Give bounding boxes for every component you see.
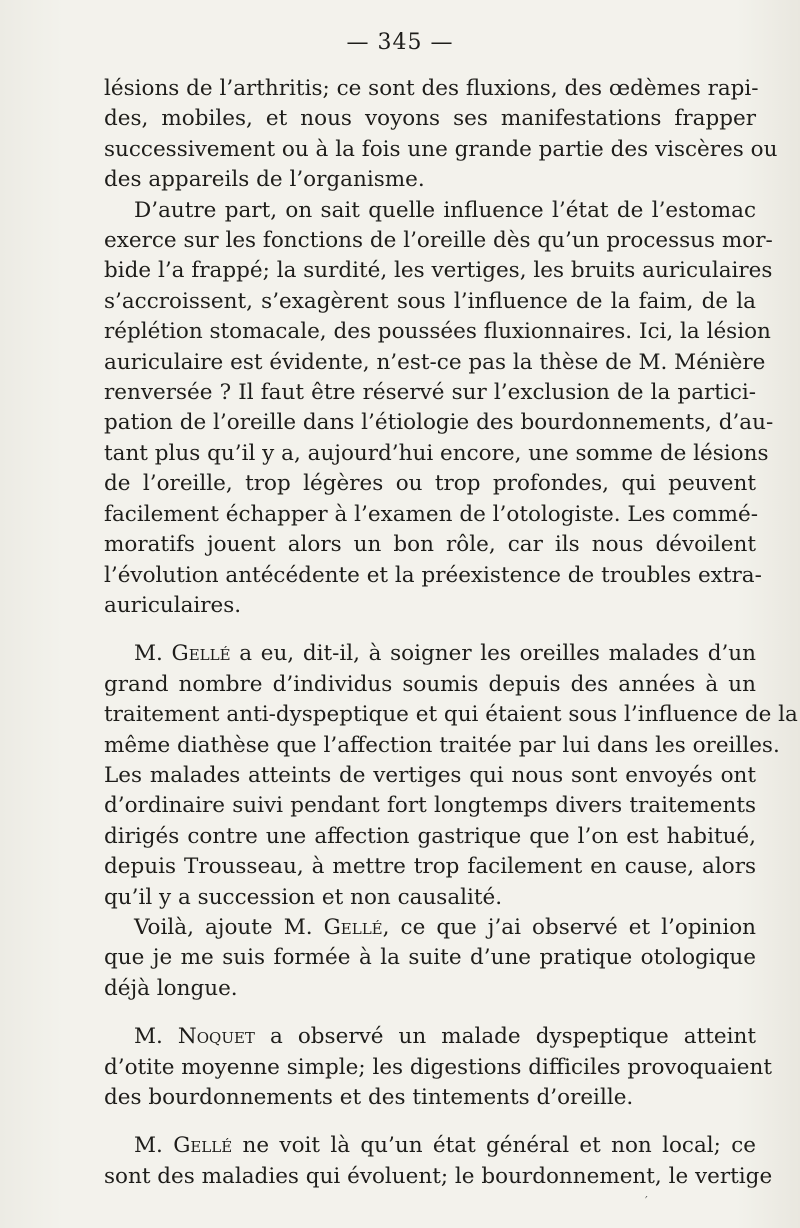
text-line: auriculaire est évidente, n’est-ce pas la thèse de M. Ménière bbox=[104, 349, 766, 375]
text-line: Les malades atteints de vertiges qui nous sont envoyés ont bbox=[104, 762, 756, 788]
text-line: l’évolution antécédente et la préexistence de troubles extra- bbox=[104, 562, 762, 588]
text-line: traitement anti-dyspeptique et qui étaient sous l’influence de la bbox=[104, 702, 798, 728]
text-line: d’otite moyenne simple; les digestions difficiles provoquaient bbox=[104, 1054, 773, 1080]
text-line: que je me suis formée à la suite d’une pratique otologique bbox=[104, 945, 756, 971]
text-line: réplétion stomacale, des poussées fluxionnaires. Ici, la lésion bbox=[104, 319, 771, 345]
text-line: s’accroissent, s’exagèrent sous l’influence de la faim, de la bbox=[104, 288, 756, 314]
paragraph bbox=[104, 196, 774, 622]
text-line: qu’il y a succession et non causalité. bbox=[104, 884, 503, 910]
paragraph bbox=[104, 74, 778, 196]
text-line: même diathèse que l’affection traitée par lui dans les oreilles. bbox=[104, 732, 780, 758]
paragraph bbox=[104, 639, 798, 913]
text-line: auriculaires. bbox=[104, 592, 242, 618]
paragraph bbox=[104, 1022, 773, 1113]
text-line: M. Gellé a eu, dit-il, à soigner les oreilles malades d’un bbox=[134, 641, 757, 667]
text-line: exerce sur les fonctions de l’oreille dès qu’un processus mor- bbox=[104, 228, 773, 254]
paragraph bbox=[104, 1131, 773, 1192]
text-line: pation de l’oreille dans l’étiologie des bourdonnements, d’au- bbox=[104, 410, 774, 436]
text-line: facilement échapper à l’examen de l’otologiste. Les commé- bbox=[104, 501, 759, 527]
page-number: — 345 — bbox=[346, 30, 454, 55]
text-line: des, mobiles, et nous voyons ses manifestations frapper bbox=[104, 106, 756, 132]
text-line: sont des maladies qui évoluent; le bourdonnement, le vertige bbox=[104, 1163, 773, 1189]
text-line: tant plus qu’il y a, aujourd’hui encore, une somme de lésions bbox=[104, 440, 769, 466]
text-line: d’ordinaire suivi pendant fort longtemps divers traitements bbox=[104, 793, 756, 819]
stray-ink-mark: ′ bbox=[645, 1194, 648, 1208]
text-line: M. Noquet a observé un malade dyspeptique atteint bbox=[134, 1024, 756, 1050]
text-line: D’autre part, on sait quelle influence l’état de l’estomac bbox=[134, 197, 756, 223]
text-line: des bourdonnements et des tintements d’oreille. bbox=[104, 1085, 634, 1110]
text-line: dirigés contre une affection gastrique que l’on est habitué, bbox=[104, 823, 756, 849]
text-line: successivement ou à la fois une grande partie des viscères ou bbox=[104, 136, 778, 162]
text-line: déjà longue. bbox=[104, 975, 238, 1001]
text-line: lésions de l’arthritis; ce sont des fluxions, des œdèmes rapi- bbox=[104, 76, 759, 101]
text-line: des appareils de l’organisme. bbox=[104, 167, 425, 193]
text-line: de l’oreille, trop légères ou trop profondes, qui peuvent bbox=[104, 471, 756, 497]
paragraph bbox=[104, 913, 756, 1004]
text-line: grand nombre d’individus soumis depuis des années à un bbox=[104, 671, 756, 697]
text-line: Voilà, ajoute M. Gellé, ce que j’ai observé et l’opinion bbox=[134, 914, 756, 940]
body-text bbox=[104, 74, 798, 1192]
text-line: renversée ? Il faut être réservé sur l’exclusion de la partici- bbox=[104, 380, 756, 406]
text-line: depuis Trousseau, à mettre trop facilement en cause, alors bbox=[104, 854, 756, 880]
text-line: M. Gellé ne voit là qu’un état général et non local; ce bbox=[134, 1133, 756, 1159]
text-line: bide l’a frappé; la surdité, les vertiges, les bruits auriculaires bbox=[104, 258, 773, 284]
text-line: moratifs jouent alors un bon rôle, car ils nous dévoilent bbox=[104, 532, 756, 558]
